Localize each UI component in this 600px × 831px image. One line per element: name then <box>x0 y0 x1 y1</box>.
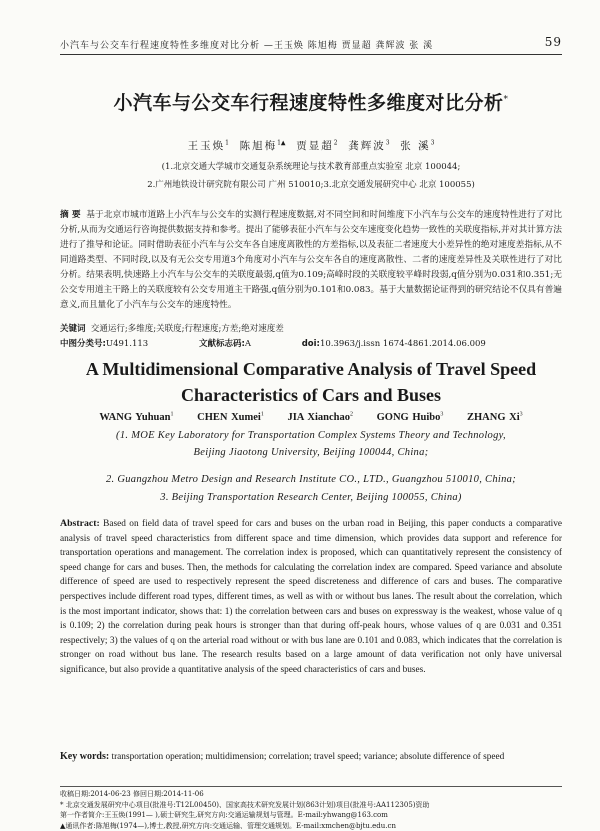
document-code: 文献标志码:A <box>199 339 275 349</box>
english-affiliation-2: Beijing Jiaotong University, Beijing 100044, China; <box>60 447 562 458</box>
author: 陈旭梅$^{1▲}$ <box>240 140 286 152</box>
chinese-title <box>60 88 562 115</box>
footnotes <box>60 786 562 831</box>
english-abstract <box>60 517 562 678</box>
english-affiliation-3: 2. Guangzhou Metro Design and Research Institute CO., LTD., Guangzhou 510010, China; <box>60 474 562 485</box>
author: CHEN Xumei$^1$ <box>197 412 264 423</box>
author: WANG Yuhuan$^1$ <box>99 412 173 423</box>
english-keywords <box>60 750 562 765</box>
english-affiliation-4: 3. Beijing Transportation Research Center, Beijing 100055, China) <box>60 492 562 503</box>
chinese-keywords-label: 关键词 <box>60 324 86 334</box>
title-footnote-mark: * <box>504 95 509 105</box>
english-abstract-text: Based on field data of travel speed for cars and buses on the urban road in Beijing, this paper conducts a comparative analysis of travel speed characteristics from different space and time dimension, which provides data support and reference for transportation operations and management. The correlation index is proposed, which can quantitatively represent the consistency of speed change for cars and buses. Then, the methods for calculating the correlation index are compared. Speed variance and absolute difference of speed are used to respectively represent the speed discreteness and difference of cars and buses. The comparative perspectives include different road types, different times, as well as with or without bus lanes. The result about the correlation, which is the most important indicator, shows that: 1) the correlation between cars and buses on expressway is the weakest, whose value of q is 0.109; 2) the correlation during peak hours is stronger than that during off-peak hours, whose values of q are 0.031 and 0.351 respectively; 3) the values of q on the arterial road without or with bus lane are 0.101 and 0.083, which indicates that the correlation is stronger on road without bus lane. The research results based on a large amount of data verification not only have universal significance, but also provide a quantitative analysis of the speed characteristics of cars and buses. <box>60 519 562 675</box>
author: 龚辉波$^3$ <box>348 140 389 152</box>
author: 贾显超$^2$ <box>296 140 337 152</box>
classification-line <box>60 337 562 349</box>
english-title <box>60 356 562 408</box>
english-affiliation-1: (1. MOE Key Laboratory for Transportation Complex Systems Theory and Technology, <box>60 430 562 441</box>
chinese-abstract <box>60 208 562 313</box>
chinese-abstract-text: 基于北京市城市道路上小汽车与公交车的实测行程速度数据,对不同空间和时间维度下小汽车与公交车的速度特性进行了对比分析,从而为交通运行咨询提供数据支持和参考。提出了能够表征小汽车与公交车速度变化趋势一致性的关联度指标,并对其计算方法进行了推导和论证。同时借助表征小汽车与公交车各自速度离散性的方差指标,以及表征二者速度大小差异性的绝对速度差指标,从不同道路类型、不同时段,以及有无公交专用道3个角度对小汽车与公交车各自的速度离散性、二者的速度差异性及关联性进行了对比分析。结果表明,快速路上小汽车与公交车的关联度最弱,q值为0.109;高峰时段的关联度较平峰时段弱,q值分别为0.031和0.351;无公交专用道主干路上的关联度较有公交专用道主干路强,q值分别为0.101和0.083。基于大量数据论证得到的研究结论不仅具有普遍意义,而且量化了小汽车与公交车的速度特性。 <box>60 210 562 310</box>
footnote-funding: * 北京交通发展研究中心项目(批准号:T12L00450)、国家高技术研究发展计划(863计划)项目(批准号:AA112305)资助 <box>60 800 562 811</box>
chinese-keywords-text: 交通运行;多维度;关联度;行程速度;方差;绝对速度差 <box>91 324 284 334</box>
author: ZHANG Xi$^3$ <box>467 412 523 423</box>
author: 张 溪$^3$ <box>400 140 434 152</box>
english-title-line-2: Characteristics of Cars and Buses <box>60 382 562 408</box>
chinese-affiliation-2: 2.广州地铁设计研究院有限公司 广州 510010;3.北京交通发展研究中心 北京 100055) <box>60 178 562 190</box>
author: JIA Xianchao$^2$ <box>287 412 353 423</box>
author: 王玉焕$^1$ <box>188 140 229 152</box>
english-keywords-text: transportation operation; multidimension; correlation; travel speed; variance; absolute difference of speed <box>112 752 505 762</box>
running-title: 小汽车与公交车行程速度特性多维度对比分析 —王玉焕 陈旭梅 贾显超 龚辉波 张 溪 <box>60 38 433 51</box>
running-header <box>60 34 562 55</box>
page-number: 59 <box>545 35 562 49</box>
english-title-line-1: A Multidimensional Comparative Analysis of Travel Speed <box>60 356 562 382</box>
footnote-received: 收稿日期:2014-06-23 修回日期:2014-11-06 <box>60 789 562 800</box>
footnote-first-author: 第一作者简介:王玉焕(1991— ),硕士研究生,研究方向:交通运输规划与管理。E-mail:yhwang@163.com <box>60 810 562 821</box>
chinese-title-text: 小汽车与公交车行程速度特性多维度对比分析 <box>113 92 503 114</box>
english-abstract-label: Abstract: <box>60 518 100 529</box>
english-authors <box>60 411 562 423</box>
chinese-abstract-label: 摘 要 <box>60 210 81 220</box>
author: GONG Huibo$^3$ <box>377 412 444 423</box>
chinese-authors <box>60 138 562 153</box>
chinese-affiliation-1: (1.北京交通大学城市交通复杂系统理论与技术教育部重点实验室 北京 100044; <box>60 160 562 172</box>
clc-number: 中图分类号:U491.113 <box>60 339 172 349</box>
english-keywords-label: Key words: <box>60 751 109 762</box>
footnote-corresponding-author: ▲通讯作者:陈旭梅(1974—),博士,教授,研究方向:交通运输、管理交通规划。E-mail:xmchen@bjtu.edu.cn <box>60 821 562 831</box>
chinese-keywords <box>60 322 562 334</box>
doi: doi:10.3963/j.issn 1674-4861.2014.06.009 <box>302 339 510 349</box>
